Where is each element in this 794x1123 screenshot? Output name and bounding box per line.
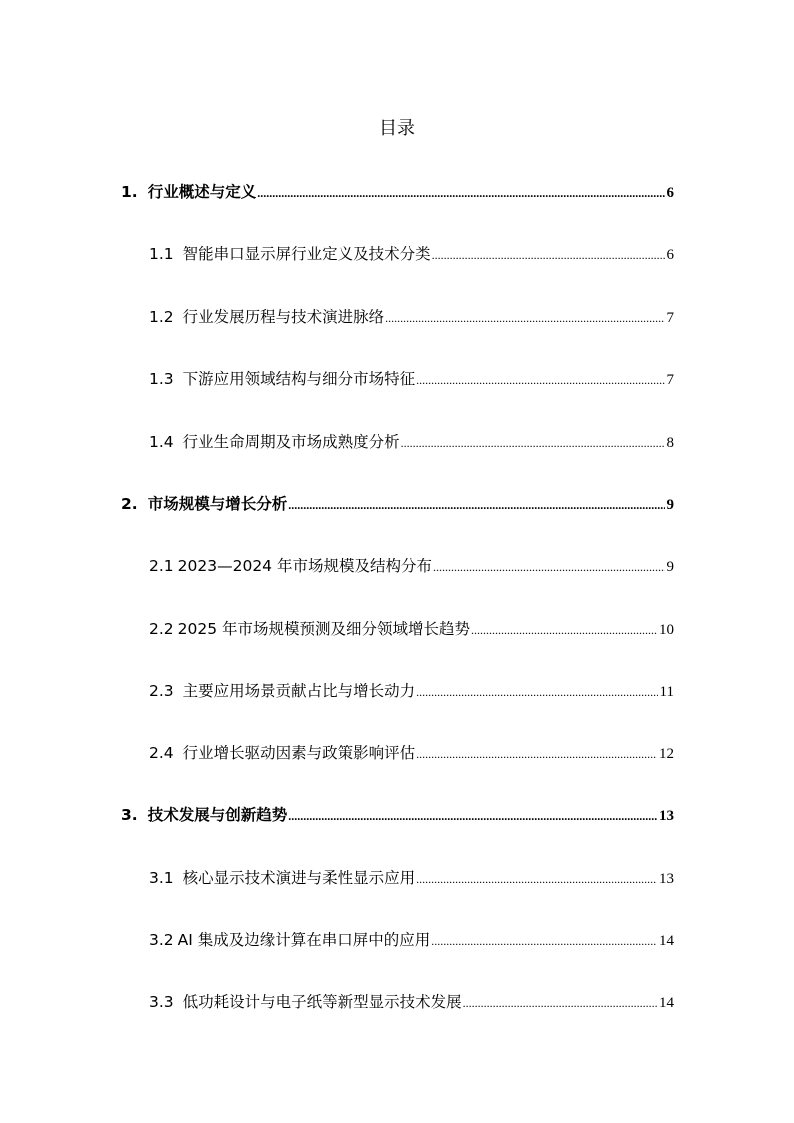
toc-entry-2-1[interactable] [149, 554, 674, 578]
toc-entry-1-3[interactable] [149, 367, 674, 391]
toc-entry-page: 9 [666, 559, 674, 575]
dot-leader [416, 742, 657, 766]
toc-entry-number: 2.3 [149, 682, 174, 700]
toc-entry-number: 1.2 [149, 308, 174, 326]
toc-entry-text: 行业生命周期及市场成熟度分析 [182, 433, 400, 451]
toc-entry-text: 行业概述与定义 [147, 183, 257, 201]
toc-entry-page: 13 [659, 871, 674, 887]
toc-entry-2-3[interactable] [149, 679, 674, 703]
toc-entry-page: 14 [659, 933, 674, 949]
toc-entry-1[interactable] [121, 180, 674, 204]
toc-entry-page: 6 [666, 247, 674, 263]
toc-entry-text: 技术发展与创新趋势 [147, 806, 288, 824]
toc-title: 目录 [379, 118, 415, 139]
toc-entry-number: 2.4 [149, 744, 174, 762]
toc-entry-3-2[interactable] [149, 928, 674, 952]
toc-entry-page: 13 [659, 808, 674, 824]
toc-entry-page: 6 [666, 185, 674, 201]
dot-leader [416, 680, 657, 704]
toc-entry-number: 3.1 [149, 869, 174, 887]
toc-entry-page: 7 [666, 310, 674, 326]
toc-entry-number: 1. [121, 183, 138, 201]
toc-entry-1-2[interactable] [149, 305, 674, 329]
toc-entry-2-2[interactable] [149, 617, 674, 641]
dot-leader [288, 804, 657, 828]
dot-leader [416, 867, 657, 891]
toc-entry-text: 2023—2024 年市场规模及结构分布 [177, 557, 432, 575]
toc-entry-number: 3.3 [149, 993, 174, 1011]
toc-entry-number: 2. [121, 495, 138, 513]
toc-entry-number: 1.3 [149, 370, 174, 388]
toc-entry-1-4[interactable] [149, 430, 674, 454]
dot-leader [385, 306, 664, 330]
toc-entry-text: 行业增长驱动因素与政策影响评估 [182, 744, 416, 762]
toc-entry-page: 9 [666, 497, 674, 513]
toc-entry-text: 市场规模与增长分析 [147, 495, 288, 513]
dot-leader [431, 929, 657, 953]
toc-entry-page: 11 [659, 684, 674, 700]
toc-entry-3-1[interactable] [149, 866, 674, 890]
dot-leader [257, 181, 664, 205]
toc-entry-3[interactable] [121, 803, 674, 827]
toc-entry-page: 12 [659, 746, 674, 762]
toc-entry-3-3[interactable] [149, 990, 674, 1014]
dot-leader [288, 493, 664, 517]
toc-entry-1-1[interactable] [149, 242, 674, 266]
dot-leader [433, 555, 665, 579]
toc-entry-number: 1.1 [149, 245, 174, 263]
dot-leader [463, 991, 657, 1015]
dot-leader [416, 368, 664, 392]
toc-entry-text: 行业发展历程与技术演进脉络 [182, 308, 385, 326]
toc-entry-text: 主要应用场景贡献占比与增长动力 [182, 682, 416, 700]
toc-entry-number: 3.2 [149, 931, 174, 949]
toc-entry-text: AI 集成及边缘计算在串口屏中的应用 [177, 931, 431, 949]
toc-entry-number: 3. [121, 806, 138, 824]
toc-entry-page: 7 [666, 372, 674, 388]
toc-entry-2[interactable] [121, 492, 674, 516]
toc-entry-number: 2.2 [149, 620, 174, 638]
dot-leader [432, 243, 665, 267]
toc-entry-number: 2.1 [149, 557, 174, 575]
toc-entry-number: 1.4 [149, 433, 174, 451]
toc-entry-text: 低功耗设计与电子纸等新型显示技术发展 [182, 993, 462, 1011]
toc-entry-page: 8 [666, 435, 674, 451]
toc-entry-page: 14 [659, 995, 674, 1011]
toc-entry-text: 核心显示技术演进与柔性显示应用 [182, 869, 416, 887]
toc-entry-page: 10 [659, 622, 674, 638]
toc-entry-text: 下游应用领域结构与细分市场特征 [182, 370, 416, 388]
dot-leader [401, 431, 665, 455]
dot-leader [471, 618, 657, 642]
toc-entry-text: 2025 年市场规模预测及细分领域增长趋势 [177, 620, 471, 638]
toc-entry-2-4[interactable] [149, 741, 674, 765]
toc-entry-text: 智能串口显示屏行业定义及技术分类 [182, 245, 431, 263]
